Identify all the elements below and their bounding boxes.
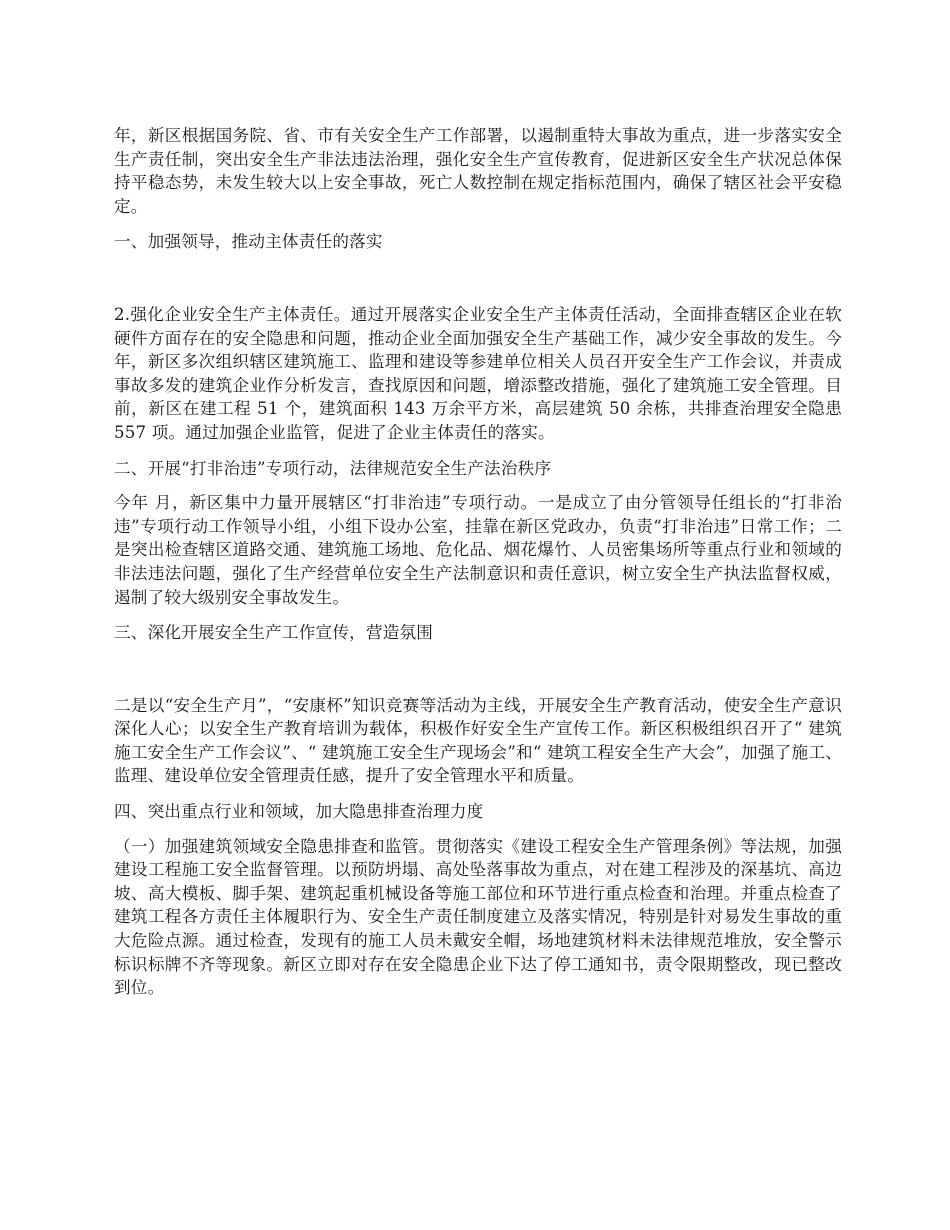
section-heading-1: 一、加强领导，推动主体责任的落实 [114,232,383,252]
paragraph-publicity: 二是以“安全生产月”，“安康杯”知识竞赛等活动为主线，开展安全生产教育活动，使安全生产意识深化人心；以安全生产教育培训为载体，积极作好安全生产宣传工作。新区积极组织召开了“ 建筑施工安全生产工作会议”、“ 建筑施工安全生产现场会”和“ 建筑工程安全生产大会”，加强了施工、监理、建设单位安全管理责任感，提升了安全管理水平和质量。 [114,695,842,786]
paragraph-intro: 年，新区根据国务院、省、市有关安全生产工作部署，以遏制重特大事故为重点，进一步落实安全生产责任制，突出安全生产非法违法治理，强化安全生产宣传教育，促进新区安全生产状况总体保持平稳态势，未发生较大以上安全事故，死亡人数控制在规定指标范围内，确保了辖区社会平安稳定。 [114,126,842,216]
section-heading-2: 二、开展“打非治违”专项行动，法律规范安全生产法治秩序 [114,458,552,478]
section-heading-4: 四、突出重点行业和领域，加大隐患排查治理力度 [114,802,484,822]
section-heading-3: 三、深化开展安全生产工作宣传，营造氛围 [114,623,434,643]
document-body [114,124,842,1000]
paragraph-enterprise-responsibility: 2.强化企业安全生产主体责任。通过开展落实企业安全生产主体责任活动，全面排查辖区企业在软硬件方面存在的安全隐患和问题，推动企业全面加强安全生产基础工作，减少安全事故的发生。今年，新区多次组织辖区建筑施工、监理和建设等参建单位相关人员召开安全生产工作会议，并责成事故多发的建筑企业作分析发言，查找原因和问题，增添整改措施，强化了建筑施工安全管理。目前，新区在建工程 51 个，建筑面积 143 万余平方米，高层建筑 50 余栋，共排查治理安全隐患 557 项。通过加强企业监管，促进了企业主体责任的落实。 [114,304,842,442]
paragraph-special-action: 今年 月，新区集中力量开展辖区“打非治违”专项行动。一是成立了由分管领导任组长的“打非治违”专项行动工作领导小组，小组下设办公室，挂靠在新区党政办，负责“打非治违”日常工作；二是突出检查辖区道路交通、建筑施工场地、危化品、烟花爆竹、人员密集场所等重点行业和领域的非法违法问题，强化了生产经营单位安全生产法制意识和责任意识，树立安全生产执法监督权威，遏制了较大级别安全事故发生。 [114,493,842,607]
paragraph-construction-inspection: （一）加强建筑领域安全隐患排查和监管。贯彻落实《建设工程安全生产管理条例》等法规，加强建设工程施工安全监督管理。以预防坍塌、高处坠落事故为重点，对在建工程涉及的深基坑、高边坡、高大模板、脚手架、建筑起重机械设备等施工部位和环节进行重点检查和治理。并重点检查了建筑工程各方责任主体履职行为、安全生产责任制度建立及落实情况，特别是针对易发生事故的重大危险点源。通过检查，发现有的施工人员未戴安全帽，场地建筑材料未法律规范堆放，安全警示标识标牌不齐等现象。新区立即对存在安全隐患企业下达了停工通知书，责令限期整改，现已整改到位。 [114,836,842,998]
